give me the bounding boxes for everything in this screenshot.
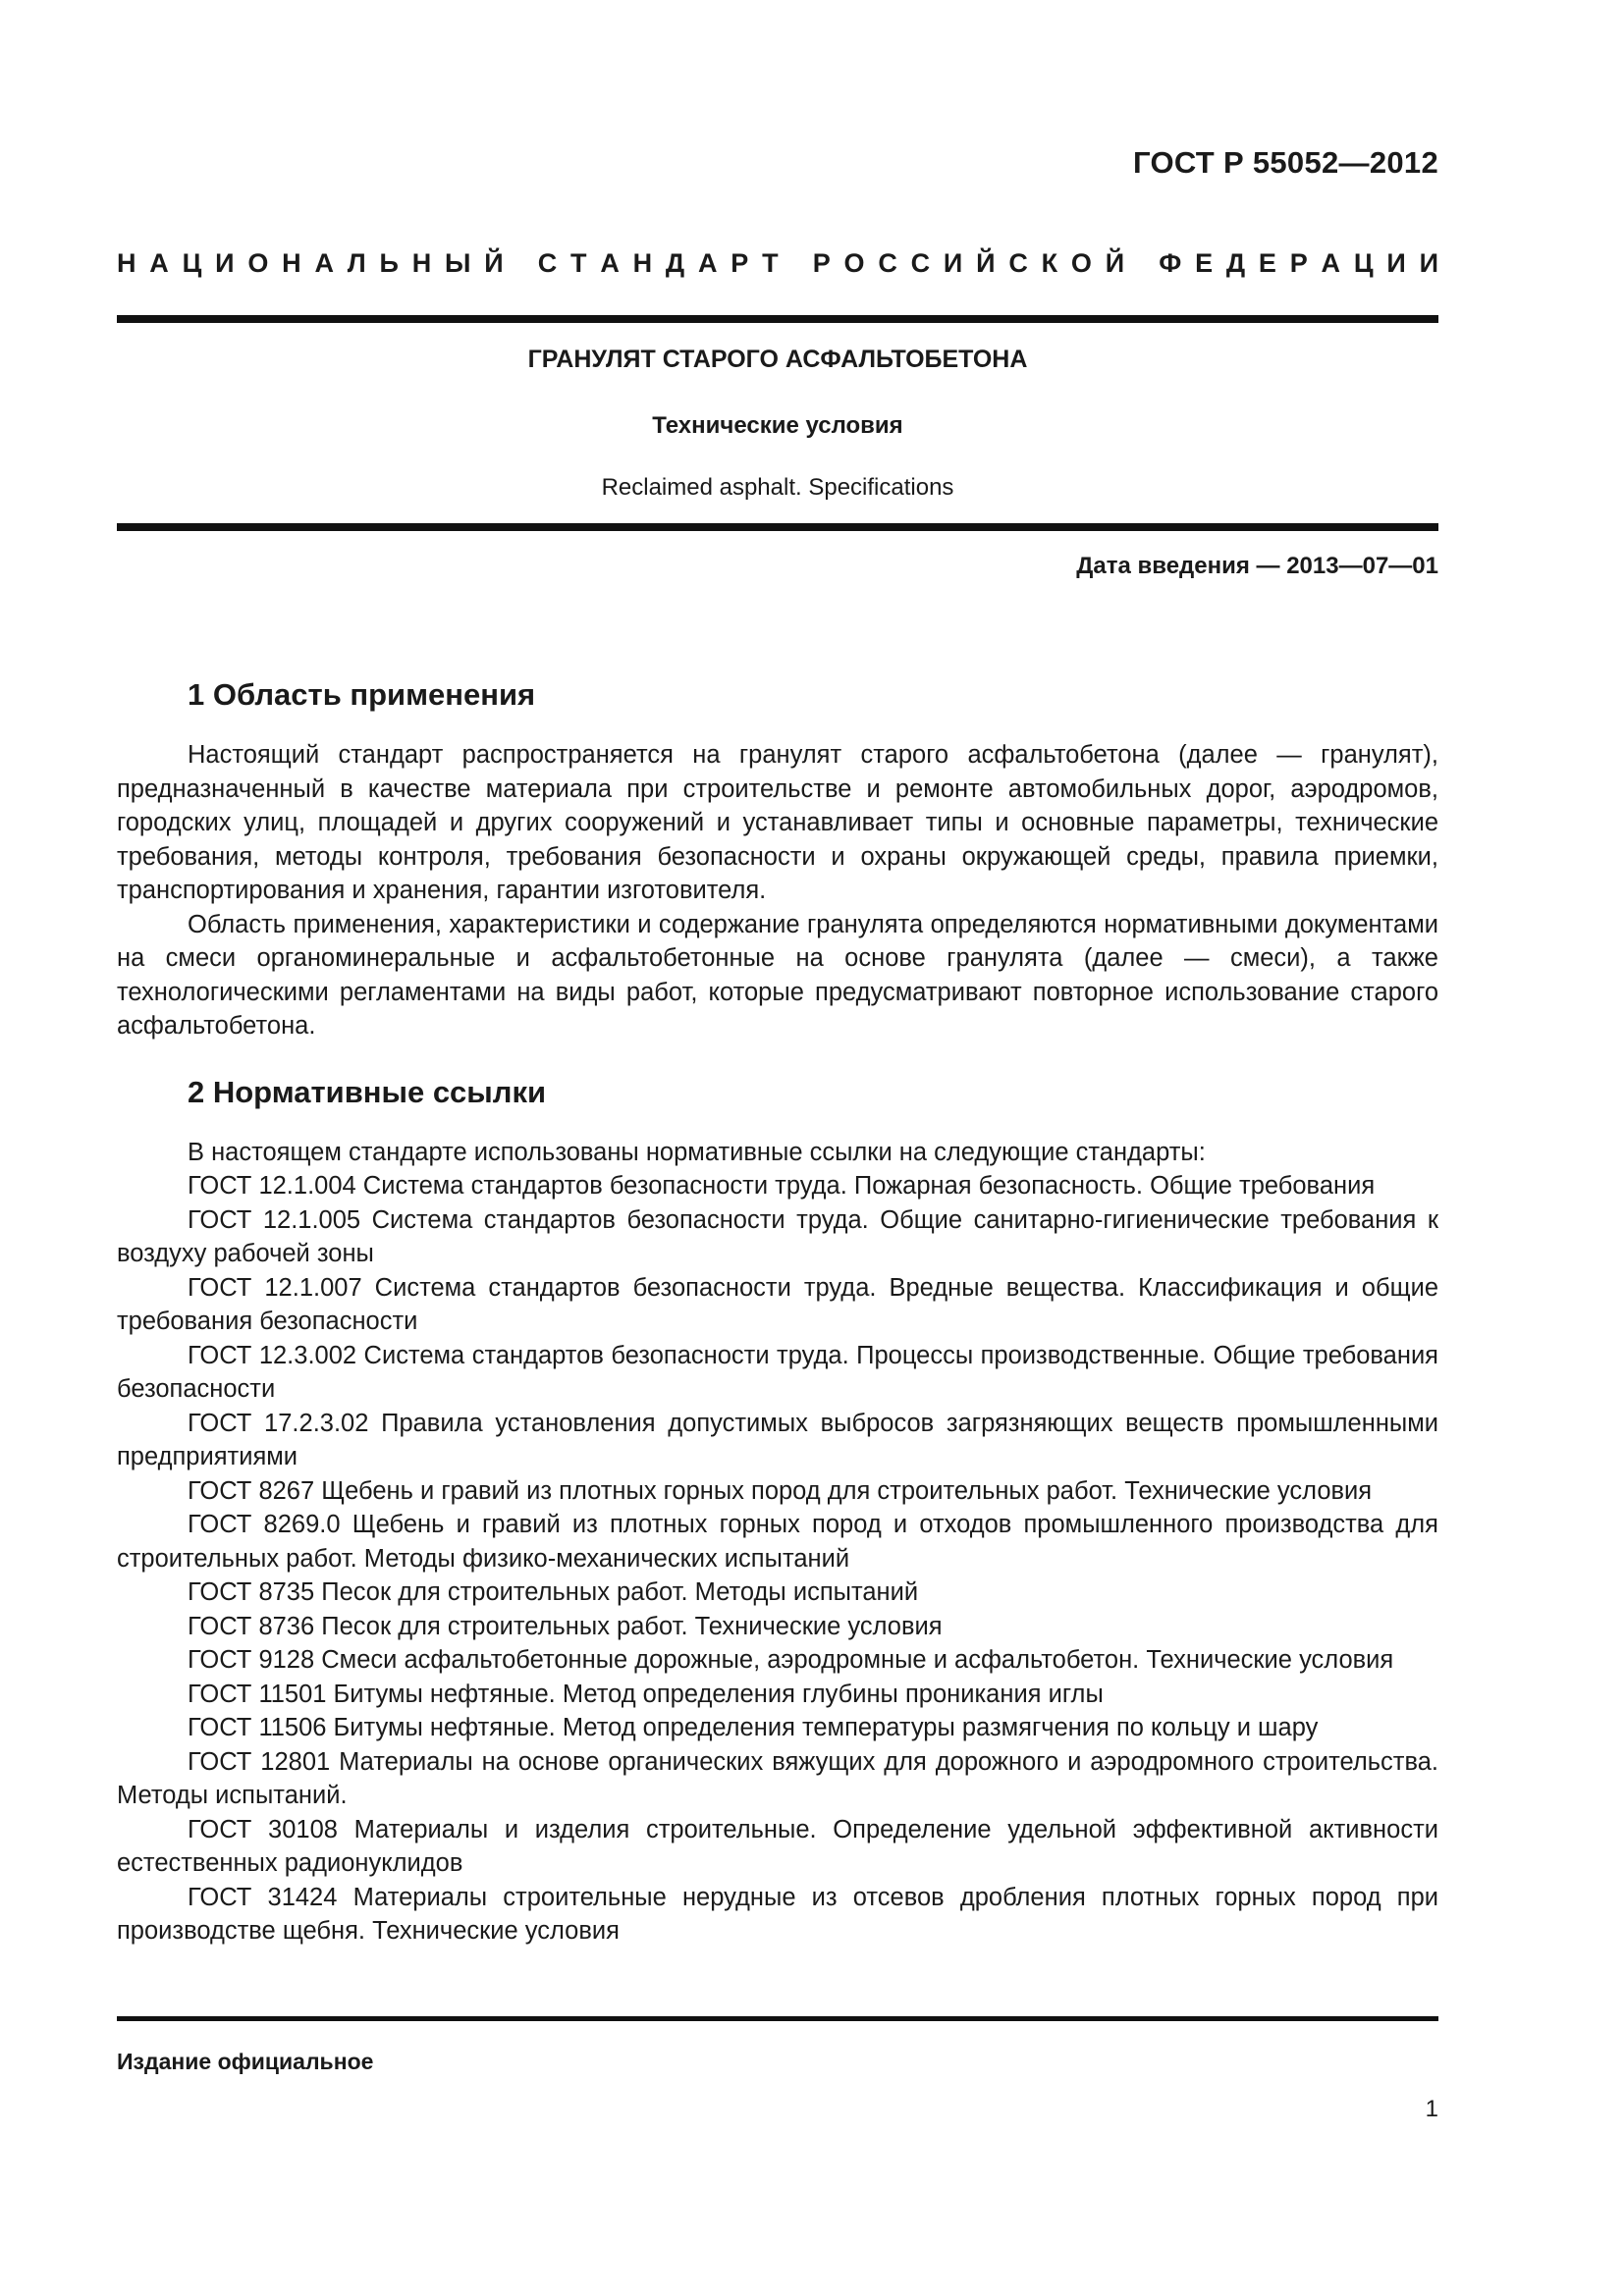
national-standard-letter: [516, 248, 524, 279]
top-divider: [117, 315, 1438, 323]
reference-item: ГОСТ 8736 Песок для строительных работ. Технические условия: [188, 1612, 943, 1640]
national-standard-letter: Т: [762, 248, 779, 278]
national-standard-letter: Н: [282, 248, 301, 278]
national-standard-letter: И: [943, 248, 963, 278]
national-standard-letter: С: [1008, 248, 1028, 278]
national-standard-letter: О: [843, 248, 865, 278]
reference-item: ГОСТ 12.1.005 Система стандартов безопасности труда. Общие санитарно-гигиенические требования к воздуху рабочей зоны: [117, 1205, 1438, 1267]
reference-item: ГОСТ 31424 Материалы строительные нерудные из отсевов дробления плотных горных пород при производстве щебня. Технические условия: [117, 1883, 1438, 1945]
national-standard-letter: Р: [812, 248, 831, 278]
national-standard-letter: Ф: [1159, 248, 1182, 278]
national-standard-letter: К: [1041, 248, 1058, 278]
reference-item: ГОСТ 11501 Битумы нефтяные. Метод определения глубины проникания иглы: [188, 1680, 1104, 1708]
national-standard-letter: А: [149, 248, 169, 278]
reference-item: ГОСТ 12801 Материалы на основе органических вяжущих для дорожного и аэродромного строительства. Методы испытаний.: [117, 1747, 1438, 1809]
references-intro: В настоящем стандарте использованы нормативные ссылки на следующие стандарты:: [188, 1138, 1206, 1166]
reference-item: ГОСТ 12.3.002 Система стандартов безопасности труда. Процессы производственные. Общие требования безопасности: [117, 1341, 1438, 1403]
reference-item: ГОСТ 8735 Песок для строительных работ. Методы испытаний: [188, 1578, 919, 1606]
reference-item: ГОСТ 12.1.007 Система стандартов безопасности труда. Вредные вещества. Классификация и общие требования безопасности: [117, 1273, 1438, 1335]
reference-item: ГОСТ 12.1.004 Система стандартов безопасности труда. Пожарная безопасность. Общие требования: [188, 1172, 1376, 1200]
national-standard-letter: Ц: [1353, 248, 1374, 278]
national-standard-letter: Й: [1105, 248, 1125, 278]
national-standard-letter: Ь: [379, 248, 399, 278]
national-standard-letter: Д: [1225, 248, 1246, 278]
document-title: ГРАНУЛЯТ СТАРОГО АСФАЛЬТОБЕТОНА: [527, 346, 1028, 373]
national-standard-letter: О: [247, 248, 269, 278]
national-standard-letter: И: [1419, 248, 1438, 278]
national-standard-letter: Т: [570, 248, 587, 278]
national-standard-letter: И: [1386, 248, 1406, 278]
national-standard-letter: Н: [632, 248, 653, 278]
scope-paragraph: Область применения, характеристики и содержание гранулята определяются нормативными документами на смеси органоминеральные и асфальтобетонные на основе гранулята (далее — смеси), а также технологическими регламентами на виды работ, которые предусматривают повторное использование старого асфальтобетона.: [117, 910, 1438, 1040]
national-standard-letter: Е: [1195, 248, 1214, 278]
national-standard-letter: Н: [411, 248, 432, 278]
national-standard-letter: С: [537, 248, 558, 278]
national-standard-letter: С: [878, 248, 897, 278]
national-standard-letter: А: [697, 248, 718, 278]
document-subtitle: Технические условия: [652, 412, 903, 439]
section-heading-scope: 1 Область применения: [188, 677, 536, 712]
national-standard-letter: Л: [347, 248, 366, 278]
national-standard-letter: А: [1321, 248, 1341, 278]
national-standard-letter: Ы: [444, 248, 471, 278]
document-page: [117, 0, 1438, 2296]
national-standard-title: [117, 248, 1438, 279]
national-standard-letter: Й: [484, 248, 504, 278]
national-standard-letter: Е: [1258, 248, 1276, 278]
reference-list: [117, 1169, 1438, 1949]
national-standard-letter: [791, 248, 799, 279]
national-standard-letter: С: [910, 248, 931, 278]
reference-item: ГОСТ 30108 Материалы и изделия строительные. Определение удельной эффективной активности естественных радионуклидов: [117, 1815, 1438, 1877]
national-standard-letter: Р: [1289, 248, 1308, 278]
document-subtitle-english: Reclaimed asphalt. Specifications: [601, 474, 954, 501]
national-standard-letter: Ц: [182, 248, 202, 278]
reference-item: ГОСТ 9128 Смеси асфальтобетонные дорожные, аэродромные и асфальтобетон. Технические условия: [188, 1646, 1394, 1674]
section-heading-references: 2 Нормативные ссылки: [188, 1074, 547, 1109]
document-body: [117, 675, 1438, 1949]
reference-item: ГОСТ 8267 Щебень и гравий из плотных горных пород для строительных работ. Технические условия: [188, 1476, 1373, 1505]
scope-paragraph: Настоящий стандарт распространяется на гранулят старого асфальтобетона (далее — гранулят), предназначенный в качестве материала при строительстве и ремонте автомобильных дорог, аэродромов, городских улиц, площадей и других сооружений и устанавливает типы и основные параметры, технические требования, методы контроля, требования безопасности и охраны окружающей среды, правила приемки, транспортирования и хранения, гарантии изготовителя.: [117, 741, 1438, 904]
reference-item: ГОСТ 8269.0 Щебень и гравий из плотных горных пород и отходов промышленного производства для строительных работ. Методы физико-механических испытаний: [117, 1511, 1438, 1573]
national-standard-letter: А: [314, 248, 334, 278]
page-number: 1: [1425, 2096, 1438, 2122]
reference-item: ГОСТ 11506 Битумы нефтяные. Метод определения температуры размягчения по кольцу и шару: [188, 1714, 1319, 1741]
national-standard-letter: И: [215, 248, 235, 278]
footer-divider: [117, 2016, 1438, 2021]
national-standard-letter: О: [1070, 248, 1092, 278]
national-standard-letter: Н: [117, 248, 136, 278]
national-standard-letter: Й: [976, 248, 996, 278]
edition-label: Издание официальное: [117, 2049, 374, 2074]
national-standard-letter: Р: [731, 248, 749, 278]
document-number: ГОСТ Р 55052—2012: [1133, 145, 1438, 180]
national-standard-letter: [1138, 248, 1146, 279]
title-divider: [117, 523, 1438, 531]
reference-item: ГОСТ 17.2.3.02 Правила установления допустимых выбросов загрязняющих веществ промышленными предприятиями: [117, 1409, 1438, 1470]
national-standard-letter: Д: [665, 248, 685, 278]
national-standard-letter: А: [600, 248, 620, 278]
introduction-date: Дата введения — 2013—07—01: [1076, 553, 1438, 579]
